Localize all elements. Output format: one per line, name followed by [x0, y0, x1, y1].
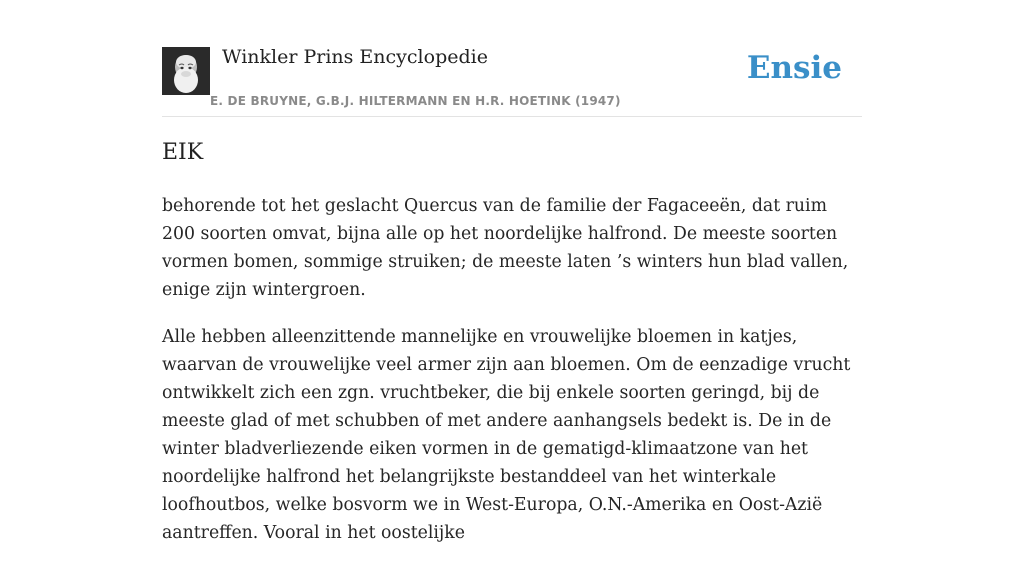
- entry-paragraph: Alle hebben alleenzittende mannelijke en vrouwelijke bloemen in katjes, waarvan de vrouwelijke veel armer zijn aan bloemen. Om de eenzadige vrucht ontwikkelt zich een zgn. vruchtbeker, die bij enkele soorten geringd, bij de meeste glad of met schubben of met andere aanhangsels bedekt is. De in de winter bladverliezende eiken vormen in de gematigd-klimaatzone van het noordelijke halfrond het belangrijkste bestanddeel van het winterkale loofhoutbos, welke bosvorm we in West-Europa, O.N.-Amerika en Oost-Azië aantreffen. Vooral in het oostelijke: [162, 327, 851, 543]
- source-header: [162, 44, 862, 117]
- source-title[interactable]: Winkler Prins Encyclopedie: [222, 46, 488, 68]
- entry-content: [162, 192, 862, 566]
- entry-paragraph: behorende tot het geslacht Quercus van de familie der Fagaceeën, dat ruim 200 soorten omvat, bijna alle op het noordelijke halfrond. De meeste soorten vormen bomen, sommige struiken; de meeste laten ’s winters hun blad vallen, enige zijn wintergroen.: [162, 196, 849, 300]
- entry-title: EIK: [162, 140, 204, 165]
- source-authors: E. DE BRUYNE, G.B.J. HILTERMANN EN H.R. HOETINK (1947): [210, 94, 621, 108]
- ensie-logo-link[interactable]: Ensie: [746, 50, 842, 86]
- author-avatar[interactable]: [162, 47, 210, 95]
